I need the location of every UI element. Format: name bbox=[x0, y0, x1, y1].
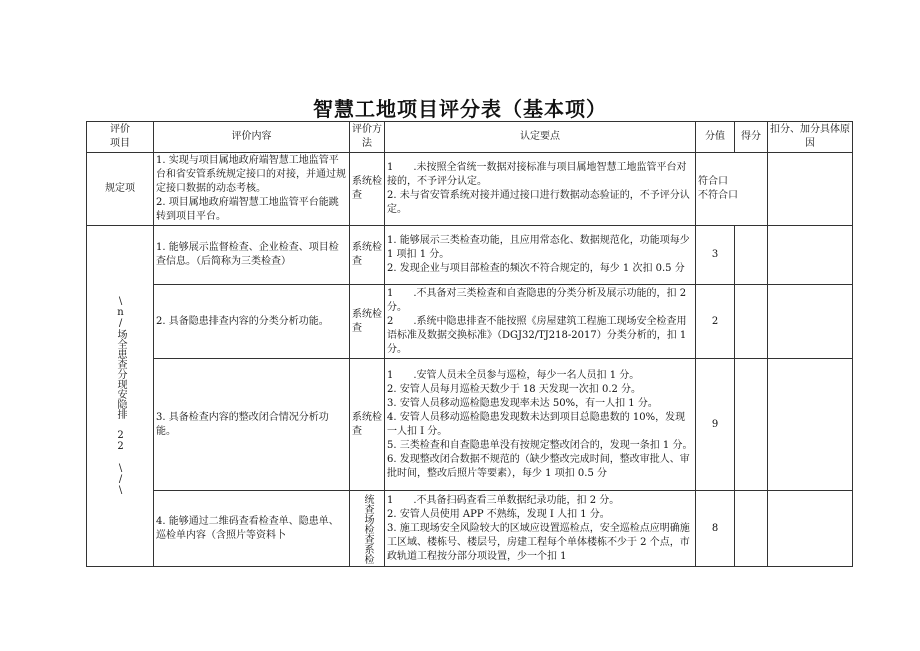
points-cell: 1. 能够展示三类检查功能，且应用常态化、数据规范化，功能项每少 1 项扣 1 分。 2. 发现企业与项目部检查的频次不符合规定的，每少 1 次扣 0.5 分 bbox=[385, 226, 696, 285]
header-points: 认定要点 bbox=[385, 122, 696, 153]
reason-cell bbox=[768, 153, 853, 226]
table-row bbox=[87, 491, 853, 567]
content-cell: 2. 具备隐患排查内容的分类分析功能。 bbox=[154, 285, 350, 359]
points-cell: 1 .不具备扫码查看三单数据纪录功能，扣 2 分。 2. 安管人员使用 APP 不熟练，发现 I 人扣 1 分。 3. 施工现场安全风险较大的区域应设置巡检点，安全巡检点应明确施工区域、楼栋号、楼层号，房建工程每个单体楼栋不少于 2 个点，市政轨道工程按分部分项设置，少一个扣 1 bbox=[385, 491, 696, 567]
header-score: 分值 bbox=[696, 122, 735, 153]
score-cell: 3 bbox=[696, 226, 735, 285]
got-cell bbox=[735, 285, 768, 359]
table-row bbox=[87, 285, 853, 359]
header-row bbox=[87, 122, 853, 153]
method-vertical-text: 统查场检查系检 bbox=[362, 493, 373, 564]
content-cell: 3. 具备检查内容的整改闭合情况分析功能。 bbox=[154, 359, 350, 491]
reason-cell bbox=[768, 359, 853, 491]
score-cell: 8 bbox=[696, 491, 735, 567]
table-row bbox=[87, 226, 853, 285]
content-cell: 4. 能够通过二维码查看检查单、隐患单、巡检单内容（含照片等资料卜 bbox=[154, 491, 350, 567]
reason-cell bbox=[768, 285, 853, 359]
got-cell bbox=[735, 226, 768, 285]
score-cell: 2 bbox=[696, 285, 735, 359]
score-cell: 9 bbox=[696, 359, 735, 491]
method-cell: 系统检查 bbox=[350, 226, 385, 285]
header-content: 评价内容 bbox=[154, 122, 350, 153]
header-project: 评价 项目 bbox=[87, 122, 154, 153]
table-row bbox=[87, 359, 853, 491]
method-cell: 系统检查 bbox=[350, 359, 385, 491]
content-cell: 1. 能够展示监督检查、企业检查、项目检查信息。（后简称为三类检查） bbox=[154, 226, 350, 285]
content-cell: 1. 实现与项目属地政府端智慧工地监管平台和省安管系统规定接口的对接，并通过规定接口数据的动态考核。 2. 项目属地政府端智慧工地监管平台能跳转到项目平台。 bbox=[154, 153, 350, 226]
page-title: 智慧工地项目评分表（基本项） bbox=[313, 97, 607, 121]
points-cell: 1 .安管人员未全员参与巡检，每少一名人员扣 1 分。 2. 安管人员每月巡检天数少于 18 天发现一次扣 0.2 分。 3. 安管人员移动巡检隐患发现率未达 50%，有一人扣 1 分。 4. 安管人员移动巡检隐患发现数未达到项目总隐患数的 10%，发现一人扣 I 分。 5. 三类检查和自查隐患单没有按规定整改闭合的，发现一条扣 1 分。 6. 发现整改闭合数据不规范的（缺少整改完成时间，整改审批人、审批时间，整改后照片等要素），每少 1 项扣 0.5 分 bbox=[385, 359, 696, 491]
header-method: 评价方法 bbox=[350, 122, 385, 153]
group-label-hazard bbox=[87, 226, 154, 567]
table-row bbox=[87, 153, 853, 226]
header-got: 得分 bbox=[735, 122, 768, 153]
reason-cell bbox=[768, 491, 853, 567]
got-cell bbox=[735, 491, 768, 567]
compliance-cell: 符合口 不符合口 bbox=[696, 153, 768, 226]
got-cell bbox=[735, 359, 768, 491]
group-label-regulated: 规定项 bbox=[87, 153, 154, 226]
points-cell: 1 .不具备对三类检查和自查隐患的分类分析及展示功能的，扣 2 分。 2 .系统中隐患排查不能按照《房屋建筑工程施工现场安全检查用语标准及数据交换标准》（DGJ32/TJ218-2017）分类分析的，扣 1 分。 bbox=[385, 285, 696, 359]
group-label-hazard-text: \n/场全患查分现安隐排 22 \/\ bbox=[115, 296, 126, 496]
points-cell: 1 .未按照全省统一数据对接标准与项目属地智慧工地监管平台对接的，不予评分认定。 2. 未与省安管系统对接并通过接口进行数据动态验证的，不予评分认定。 bbox=[385, 153, 696, 226]
header-reason: 扣分、加分具体原因 bbox=[768, 122, 853, 153]
method-cell bbox=[350, 491, 385, 567]
reason-cell bbox=[768, 226, 853, 285]
method-cell: 系统检查 bbox=[350, 285, 385, 359]
score-table bbox=[86, 121, 853, 567]
method-cell: 系统检查 bbox=[350, 153, 385, 226]
